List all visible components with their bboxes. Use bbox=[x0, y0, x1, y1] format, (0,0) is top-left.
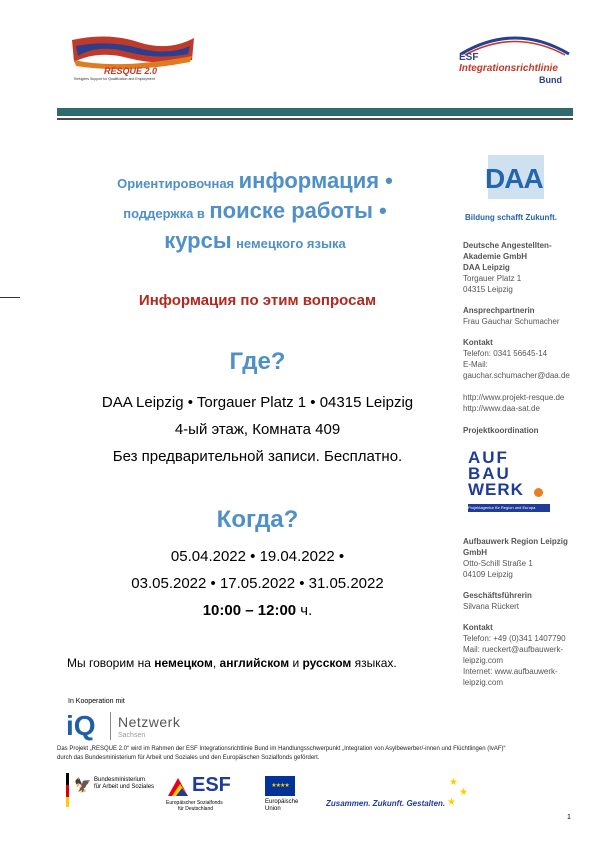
languages-line bbox=[67, 656, 397, 670]
aufbauwerk-tagline: Projektagentur für Region und Europa bbox=[468, 504, 550, 512]
sidebar-geschaeftsfuehrerin bbox=[463, 590, 532, 612]
aufbauwerk-line2: BAU bbox=[468, 464, 511, 483]
eu-logo bbox=[265, 776, 315, 818]
eagle-icon: 🦅 bbox=[74, 777, 92, 793]
when-time-suffix: ч. bbox=[296, 602, 313, 619]
resque-logo-tagline: Refugees Support for Qualification and Employment bbox=[74, 77, 155, 81]
sidebar-contact-person-heading: Ansprechpartnerin bbox=[463, 306, 535, 315]
when-heading: Когда? bbox=[216, 506, 299, 533]
sidebar-auf-address-2: 04109 Leipzig bbox=[463, 570, 513, 579]
german-flag-stripe-gold bbox=[66, 797, 69, 807]
slogan: Zusammen. Zukunft. Gestalten. bbox=[326, 799, 446, 808]
sidebar-phone: Telefon: 0341 56645-14 bbox=[463, 349, 548, 358]
sidebar-mail-2b[interactable]: leipzig.com bbox=[463, 656, 504, 665]
sidebar-org-1: Deutsche Angestellten- bbox=[463, 241, 552, 250]
sidebar-internet-b[interactable]: leipzig.com bbox=[463, 678, 504, 687]
bmas-line1: Bundesministerium bbox=[94, 777, 146, 783]
sidebar-address-1: Torgauer Platz 1 bbox=[463, 274, 522, 283]
sidebar-gf-heading: Geschäftsführerin bbox=[463, 591, 532, 600]
sidebar-aufbauwerk-block bbox=[463, 536, 568, 580]
german-flag-stripe-red bbox=[66, 785, 69, 797]
sidebar-contact-heading: Kontakt bbox=[463, 338, 493, 347]
esf-sub1: Europäischer Sozialfonds bbox=[166, 800, 223, 806]
esf-sub2: für Deutschland bbox=[178, 806, 214, 812]
esf-swoosh-icon bbox=[166, 776, 190, 798]
eu-line2: Union bbox=[265, 806, 281, 812]
title-l1-big: информация • bbox=[238, 168, 393, 193]
language-english: английском bbox=[219, 656, 290, 670]
sidebar-mail-2a[interactable]: Mail: rueckert@aufbauwerk- bbox=[463, 645, 564, 654]
when-dates-2: 03.05.2022 • 17.05.2022 • 31.05.2022 bbox=[131, 575, 384, 592]
esf-top-line3: Bund bbox=[539, 75, 562, 85]
title-line-1 bbox=[60, 166, 450, 199]
aufbauwerk-dot-icon bbox=[534, 488, 543, 497]
language-german: немецком bbox=[154, 656, 213, 670]
iq-sub: Sachsen bbox=[118, 732, 146, 739]
aufbauwerk-line1: AUF bbox=[468, 448, 509, 467]
sidebar-koord-heading: Projektkoordination bbox=[463, 426, 539, 435]
title-line-2 bbox=[60, 196, 450, 229]
sidebar-org-2: Akademie GmbH bbox=[463, 252, 528, 261]
where-floor: 4-ый этаж, Комната 409 bbox=[174, 421, 341, 438]
bmas-line2: für Arbeit und Soziales bbox=[94, 784, 155, 790]
title-l3-big: курсы bbox=[164, 228, 232, 253]
iq-netzwerk-logo bbox=[66, 710, 206, 746]
languages-sep1: , bbox=[212, 656, 220, 670]
daa-logo-tagline: Bildung schafft Zukunft. bbox=[465, 213, 557, 222]
languages-sep2: и bbox=[289, 656, 303, 670]
resque-logo bbox=[68, 30, 198, 88]
sidebar-daa-block bbox=[463, 240, 552, 295]
sidebar-contact bbox=[463, 337, 570, 381]
fold-mark bbox=[0, 297, 20, 298]
title-l2-small: поддержка в bbox=[123, 206, 205, 221]
sidebar-websites bbox=[463, 392, 564, 414]
iq-word: Netzwerk bbox=[118, 714, 181, 730]
sidebar-auf-address-1: Otto-Schill Straße 1 bbox=[463, 559, 533, 568]
esf-top-line1: ESF bbox=[459, 52, 479, 63]
sidebar-org-3: DAA Leipzig bbox=[463, 263, 510, 272]
esf-big: ESF bbox=[192, 774, 231, 796]
title-line-3 bbox=[60, 226, 450, 259]
esf-top-line2: Integrationsrichtlinie bbox=[459, 63, 558, 74]
languages-prefix: Мы говорим на bbox=[67, 656, 155, 670]
funding-note bbox=[57, 745, 577, 763]
where-address: DAA Leipzig • Torgauer Platz 1 • 04315 Leipzig bbox=[101, 394, 414, 411]
sidebar-gf-name: Silvana Rückert bbox=[463, 602, 520, 611]
title-l3-small: немецкого языка bbox=[236, 236, 346, 251]
where-note: Без предварительной записи. Бесплатно. bbox=[112, 448, 403, 465]
stars-icon: ★ ★ ★ bbox=[447, 777, 468, 808]
funding-note-line-2: durch das Bundesministerium für Arbeit und Soziales und den Europäischen Sozialfonds gefördert. bbox=[57, 755, 320, 761]
sidebar-phone-2: Telefon: +49 (0)341 1407790 bbox=[463, 634, 566, 643]
languages-suffix: языках. bbox=[351, 656, 397, 670]
when-time: 10:00 – 12:00 bbox=[202, 602, 297, 619]
sidebar-address-2: 04315 Leipzig bbox=[463, 285, 513, 294]
sidebar-email[interactable]: gauchar.schumacher@daa.de bbox=[463, 371, 570, 380]
sidebar-email-label: E-Mail: bbox=[463, 360, 488, 369]
cooperation-label: In Kooperation mit bbox=[68, 698, 125, 705]
sidebar-auf-org-2: GmbH bbox=[463, 548, 487, 557]
header-divider-dark bbox=[57, 118, 573, 120]
esf-integrationsrichtlinie-logo bbox=[455, 28, 575, 90]
esf-footer-logo bbox=[166, 774, 246, 816]
bmas-logo bbox=[66, 773, 166, 807]
iq-divider bbox=[110, 712, 111, 740]
sidebar-koordination-heading bbox=[463, 425, 539, 436]
daa-logo bbox=[465, 155, 565, 227]
sidebar-contact-person-name: Frau Gauchar Schumacher bbox=[463, 317, 560, 326]
when-time-line bbox=[60, 602, 455, 619]
language-russian: русском bbox=[302, 656, 352, 670]
iq-letters: iQ bbox=[66, 710, 96, 741]
sidebar-web-2[interactable]: http://www.daa-sat.de bbox=[463, 404, 540, 413]
info-heading: Информация по этим вопросам bbox=[138, 292, 377, 309]
when-dates-1: 05.04.2022 • 19.04.2022 • bbox=[170, 548, 345, 565]
sidebar-auf-org-1: Aufbauwerk Region Leipzig bbox=[463, 537, 568, 546]
title-l2-big: поиске работы • bbox=[209, 198, 387, 223]
where-heading: Где? bbox=[229, 348, 286, 375]
aufbauwerk-logo bbox=[466, 448, 554, 516]
sidebar-contact-person bbox=[463, 305, 560, 327]
german-flag-stripe-black bbox=[66, 773, 69, 785]
sidebar-contact-2 bbox=[463, 622, 566, 688]
page-number: 1 bbox=[567, 814, 571, 821]
title-l1-small: Ориентировочная bbox=[117, 176, 235, 191]
header-divider-teal bbox=[57, 108, 573, 116]
sidebar-contact-2-heading: Kontakt bbox=[463, 623, 493, 632]
aufbauwerk-line3: WERK bbox=[468, 480, 524, 499]
daa-logo-name: DAA bbox=[485, 163, 543, 194]
sidebar-web-1[interactable]: http://www.projekt-resque.de bbox=[463, 393, 565, 402]
funding-note-line-1: Das Projekt „RESQUE 2.0“ wird im Rahmen der ESF Integrationsrichtlinie Bund im Handlungsschwerpunkt „Integration von Asylbewerber/-innen und Flüchtlingen (IvAF)“ bbox=[57, 746, 506, 752]
eu-flag-icon: ★★★★ bbox=[265, 776, 295, 796]
eu-line1: Europäische bbox=[265, 799, 299, 805]
sidebar-internet-a[interactable]: Internet: www.aufbauwerk- bbox=[463, 667, 558, 676]
resque-logo-name: RESQUE 2.0 bbox=[104, 66, 158, 76]
